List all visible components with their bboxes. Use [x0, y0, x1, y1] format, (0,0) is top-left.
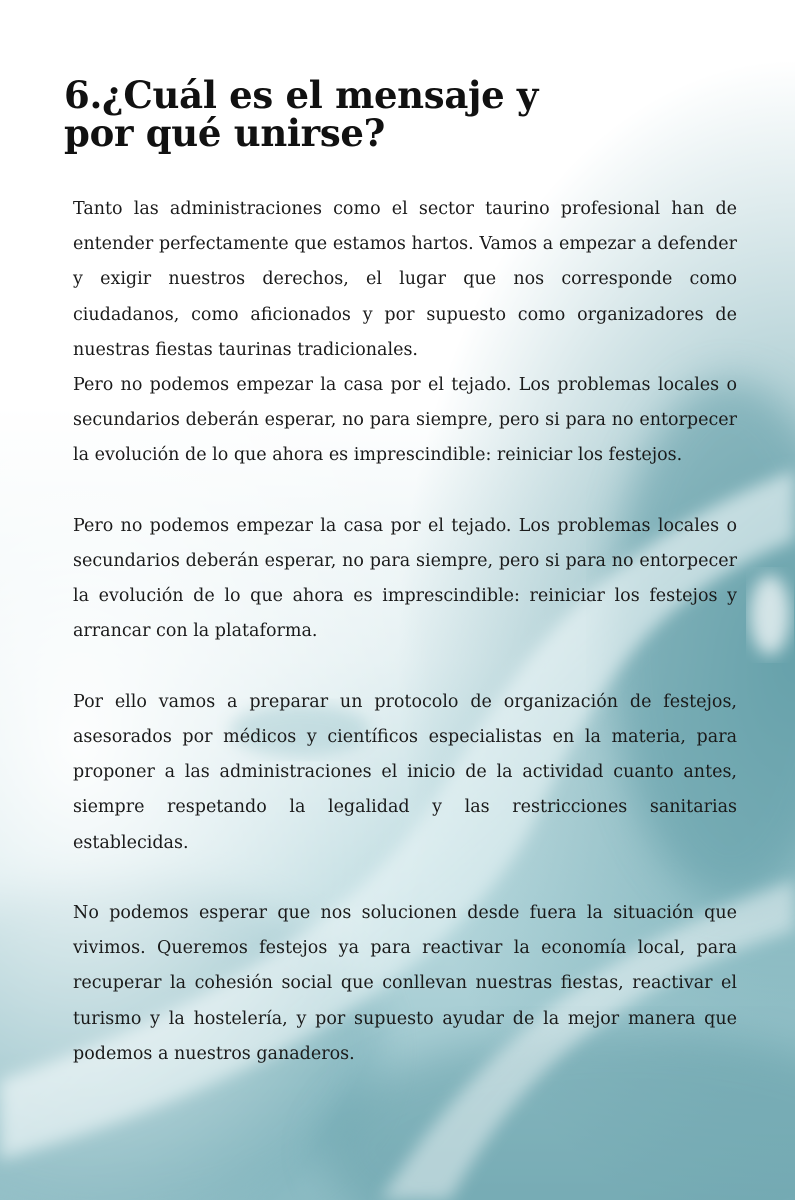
paragraph: Por ello vamos a preparar un protocolo de organización de festejos, asesorados por médicos y científicos especialistas en la materia, para proponer a las administraciones el inicio de la actividad cuanto antes, siempre respetando la legalidad y las restricciones sanitarias establecidas.	[73, 691, 737, 853]
paragraph: Pero no podemos empezar la casa por el tejado. Los problemas locales o secundarios deberán esperar, no para siempre, pero si para no entorpecer la evolución de lo que ahora es imprescindible: reiniciar los festejos.	[73, 375, 737, 466]
page-title	[64, 73, 704, 155]
title-line: 6.¿Cuál es el mensaje y	[64, 73, 539, 117]
paragraph: No podemos esperar que nos solucionen desde fuera la situación que vivimos. Queremos festejos ya para reactivar la economía local, para recuperar la cohesión social que conllevan nuestras fiestas, reactivar el turismo y la hostelería, y por supuesto ayudar de la mejor manera que podemos a nuestros ganaderos.	[73, 903, 737, 1064]
paragraph: Tanto las administraciones como el sector taurino profesional han de entender perfectamente que estamos hartos. Vamos a empezar a defender y exigir nuestros derechos, el lugar que nos corresponde como ciudadanos, como aficionados y por supuesto como organizadores de nuestras fiestas taurinas tradicionales.	[73, 199, 737, 360]
paragraph: Pero no podemos empezar la casa por el tejado. Los problemas locales o secundarios deberán esperar, no para siempre, pero si para no entorpecer la evolución de lo que ahora es imprescindible: reiniciar los festejos y arrancar con la plataforma.	[73, 515, 737, 642]
body-text	[73, 192, 737, 1072]
title-line: por qué unirse?	[64, 111, 386, 155]
